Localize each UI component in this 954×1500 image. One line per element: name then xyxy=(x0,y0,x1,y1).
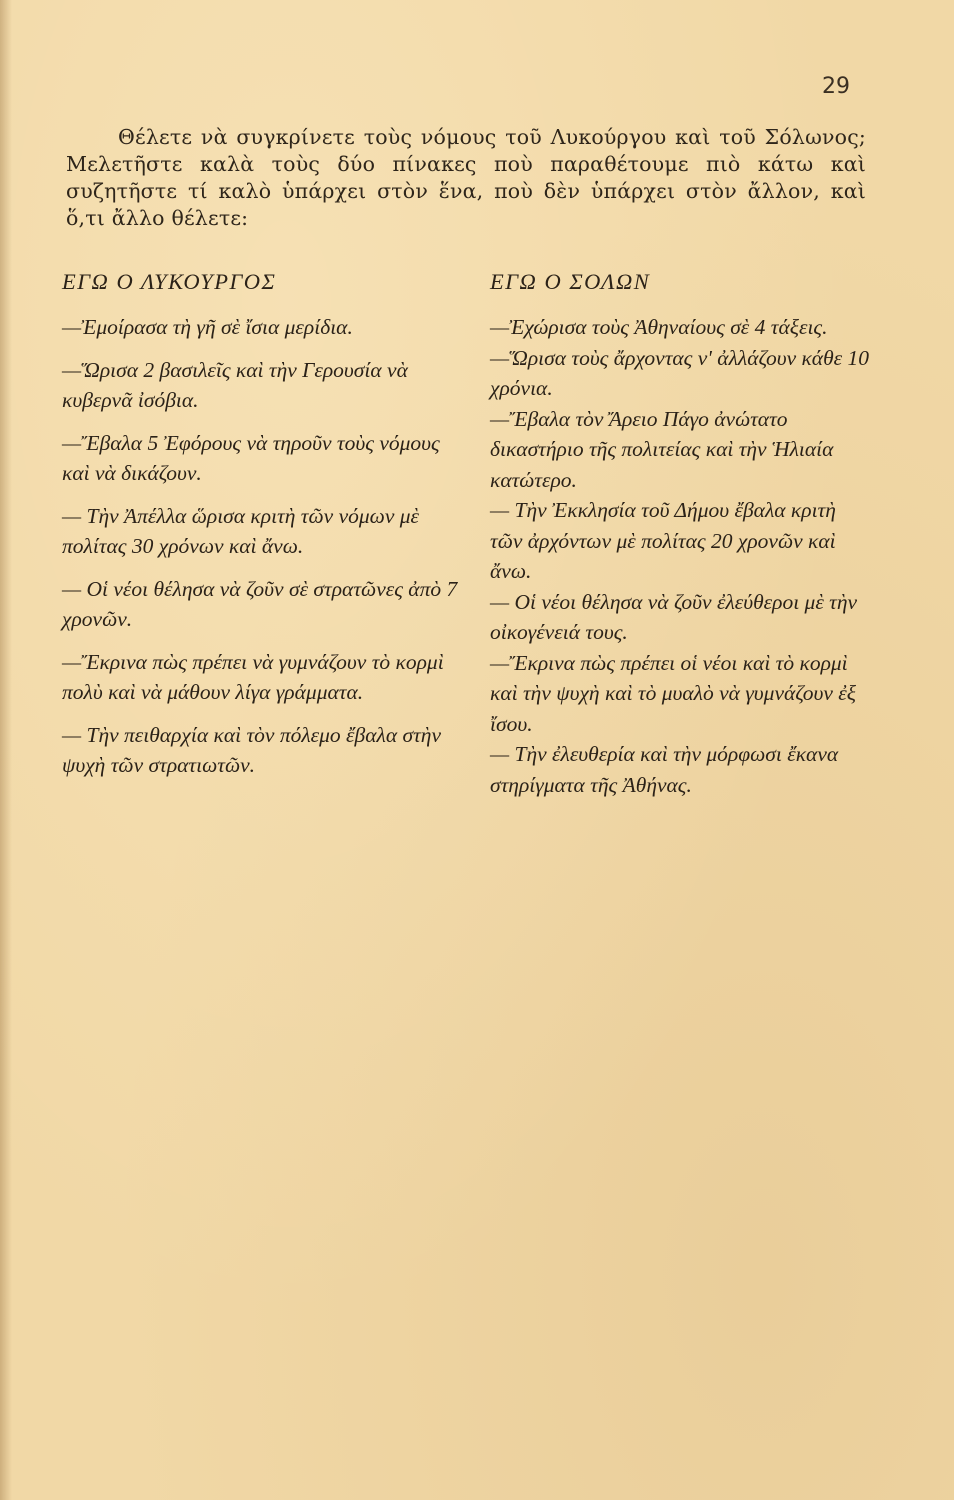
lycurgus-entry: —Ἔβαλα 5 Ἐφόρους νὰ τηροῦν τοὺς νόμους καὶ νὰ δικάζουν. xyxy=(62,430,440,485)
lycurgus-heading: ΕΓΩ Ο ΛΥΚΟΥΡΓΟΣ xyxy=(62,269,277,294)
intro-paragraph: Θέλετε νὰ συγκρίνετε τοὺς νόμους τοῦ Λυκούργου καὶ τοῦ Σόλωνος; Μελετῆστε καλὰ τοὺς δύο πίνακες ποὺ παραθέτουμε πιὸ κάτω καὶ συζητῆστε τί καλὸ ὑπάρχει στὸν ἕνα, ποὺ δὲν ὑπάρχει στὸν ἄλλον, καὶ ὅ,τι ἄλλο θέλετε: xyxy=(66,125,866,230)
solon-entry: — Οἱ νέοι θέλησα νὰ ζοῦν ἐλεύθεροι μὲ τὴν οἰκογένειά τους. xyxy=(490,589,858,644)
solon-entry: — Τὴν Ἐκκλησία τοῦ Δήμου ἔβαλα κριτὴ τῶν ἀρχόντων μὲ πολίτας 20 χρονῶν καὶ ἄνω. xyxy=(490,498,836,583)
solon-heading: ΕΓΩ Ο ΣΟΛΩΝ xyxy=(490,269,651,294)
lycurgus-entry: — Τὴν Ἀπέλλα ὥρισα κριτὴ τῶν νόμων μὲ πολίτας 30 χρόνων καὶ ἄνω. xyxy=(62,503,420,558)
lycurgus-column xyxy=(62,266,470,793)
solon-entry: —Ἔκρινα πὼς πρέπει οἱ νέοι καὶ τὸ κορμὶ καὶ τὴν ψυχὴ καὶ τὸ μυαλὸ νὰ γυμνάζουν ἐξ ἴσου. xyxy=(490,650,856,736)
solon-entry: — Τὴν ἐλευθερία καὶ τὴν μόρφωσι ἔκανα στηρίγματα τῆς Ἀθήνας. xyxy=(490,742,839,797)
solon-entry: —Ἔβαλα τὸν Ἄρειο Πάγο ἀνώτατο δικαστήριο τῆς πολιτείας καὶ τὴν Ἡλιαία κατώτερο. xyxy=(490,406,834,492)
page-number: 29 xyxy=(822,74,850,99)
solon-entry: —Ὥρισα τοὺς ἄρχοντας ν' ἀλλάζουν κάθε 10 χρόνια. xyxy=(490,345,870,400)
page-edge-shadow xyxy=(0,0,12,1500)
lycurgus-entry: —Ἔκρινα πὼς πρέπει νὰ γυμνάζουν τὸ κορμὶ πολὺ καὶ νὰ μάθουν λίγα γράμματα. xyxy=(62,649,444,704)
lycurgus-entry: —Ὥρισα 2 βασιλεῖς καὶ τὴν Γερουσία νὰ κυβερνᾶ ἰσόβια. xyxy=(62,357,408,412)
lycurgus-entry: —Ἐμοίρασα τὴ γῆ σὲ ἴσια μερίδια. xyxy=(62,315,353,339)
lycurgus-entry: — Οἱ νέοι θέλησα νὰ ζοῦν σὲ στρατῶνες ἀπὸ 7 χρονῶν. xyxy=(62,576,458,631)
lycurgus-entry: — Τὴν πειθαρχία καὶ τὸν πόλεμο ἔβαλα στὴν ψυχὴ τῶν στρατιωτῶν. xyxy=(62,722,441,777)
solon-entry: —Ἐχώρισα τοὺς Ἀθηναίους σὲ 4 τάξεις. xyxy=(490,315,828,339)
solon-column xyxy=(490,266,870,800)
